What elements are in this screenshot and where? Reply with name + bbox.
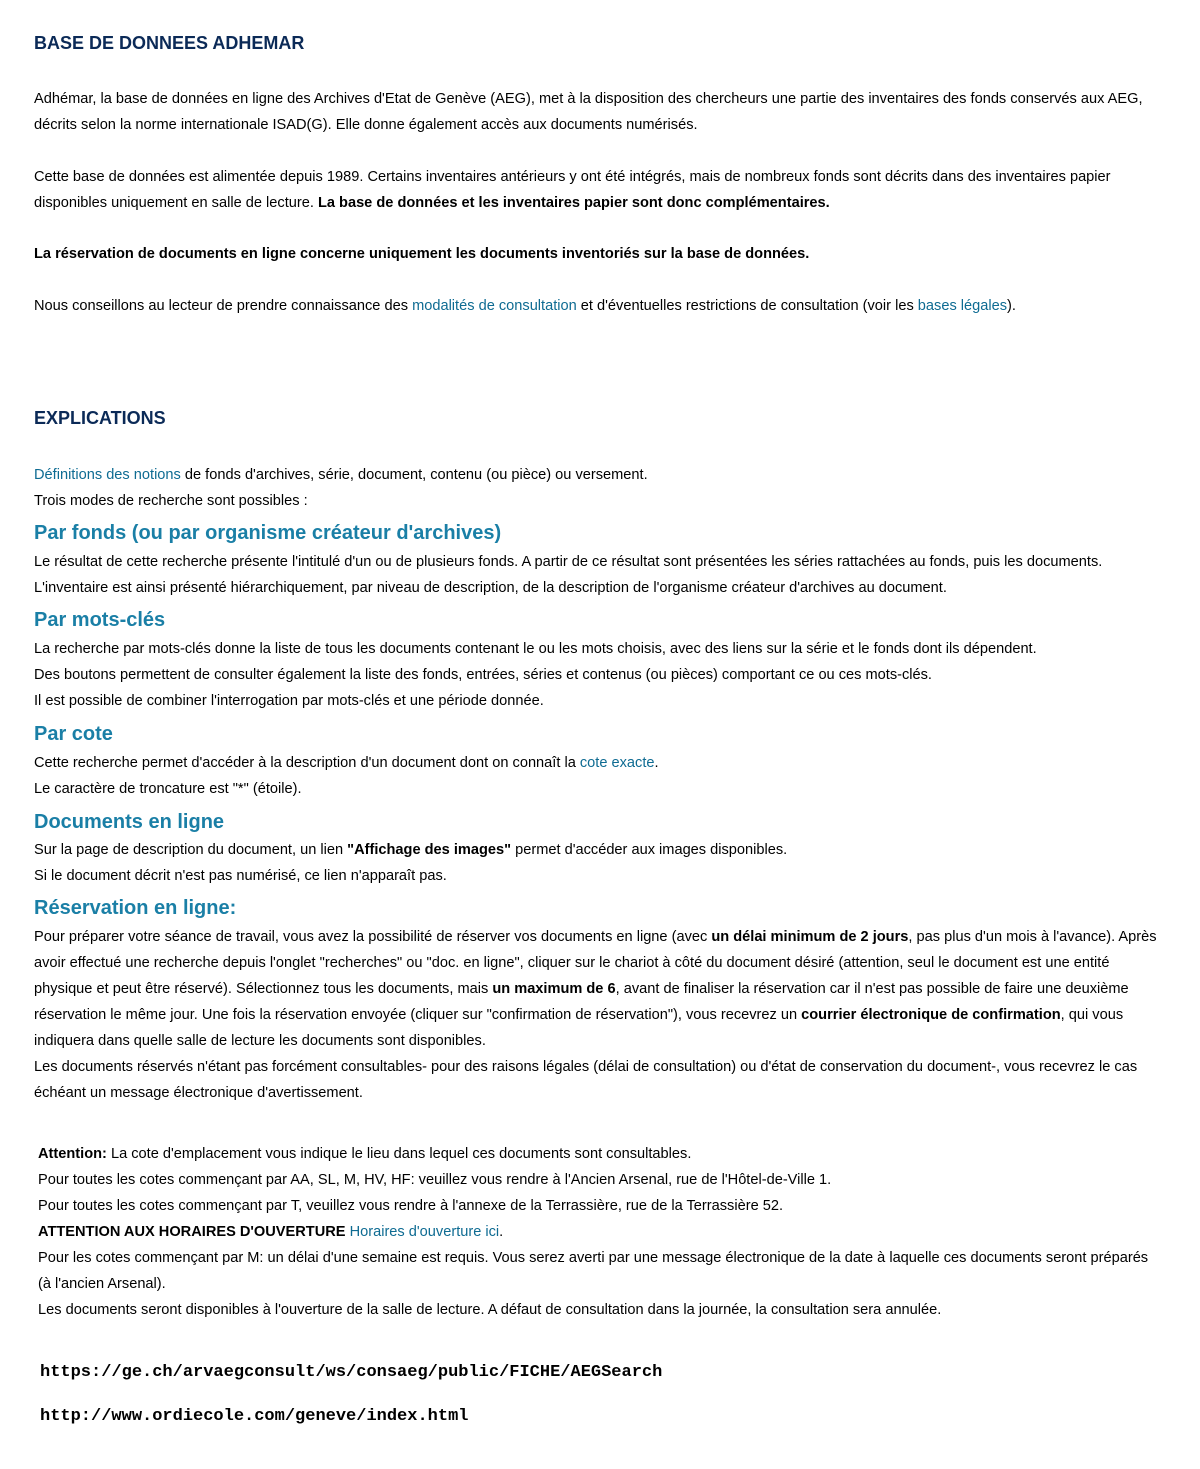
text: La cote d'emplacement vous indique le lieu dans lequel ces documents sont consultables. [106,1146,692,1162]
section-title-adhemar: BASE DE DONNEES ADHEMAR [34,33,305,53]
url-aeg-search: https://ge.ch/arvaegconsult/ws/consaeg/public/FICHE/AEGSearch [40,1363,663,1382]
bold-text: "Affichage des images" [347,842,512,858]
text: Cette base de données est alimentée depuis 1989. Certains inventaires antérieurs y ont été intégrés, mais de nombreux fonds sont décrits dans des inventaires papier disponibles uniquement en salle de lecture. [34,169,1111,211]
paragraph-definitions [34,462,1166,488]
subheading-par-cote: Par cote [34,723,113,745]
link-horaires-ouverture[interactable]: Horaires d'ouverture ici [349,1224,500,1240]
text: de fonds d'archives, série, document, contenu (ou pièce) ou versement. [180,467,648,483]
attention-line-2: Pour toutes les cotes commençant par AA, SL, M, HV, HF: veuillez vous rendre à l'Ancien Arsenal, rue de l'Hôtel-de-Ville 1. [38,1172,832,1188]
bold-text: ATTENTION AUX HORAIRES D'OUVERTURE [38,1224,346,1240]
link-definitions-notions[interactable]: Définitions des notions [34,467,181,483]
text: ). [1007,298,1016,314]
text-cote-2: Le caractère de troncature est "*" (étoile). [34,781,302,797]
url-ordiecole: http://www.ordiecole.com/geneve/index.html [40,1407,469,1426]
bold-text: courrier électronique de confirmation [801,1007,1061,1023]
text-reservation [34,924,1166,1106]
text: Nous conseillons au lecteur de prendre connaissance des [34,298,413,314]
text: Sur la page de description du document, un lien [34,842,348,858]
text: permet d'accéder aux images disponibles. [511,842,788,858]
subheading-par-mots-cles: Par mots-clés [34,609,166,631]
text: , qui vous indiquera dans quelle salle de lecture les documents sont disponibles. [34,1007,1124,1049]
paragraph-intro: Adhémar, la base de données en ligne des Archives d'Etat de Genève (AEG), met à la disposition des chercheurs une partie des inventaires des fonds conservés aux AEG, décrits selon la norme internationale ISAD(G). Elle donne également accès aux documents numérisés. [34,91,1143,133]
text: , pas plus d'un mois à l'avance). Après avoir effectué une recherche depuis l'onglet "recherches" ou "doc. en ligne", cliquer sur le chariot à côté du document désiré (attention, seul le document est une entité physique et peut être réservé). Sélectionnez tous les documents, mais [34,929,1157,997]
text: Cette recherche permet d'accéder à la description d'un document dont on connaît la [34,755,580,771]
attention-note [38,1141,1162,1323]
subheading-documents-en-ligne: Documents en ligne [34,811,225,833]
subheading-par-fonds: Par fonds (ou par organisme créateur d'archives) [34,522,502,544]
link-modalites-consultation[interactable]: modalités de consultation [412,298,577,314]
text-docs-1 [34,837,1166,863]
attention-line-1 [38,1141,1162,1167]
text: Les documents réservés n'étant pas forcément consultables- pour des raisons légales (délai de consultation) ou d'état de conservation du document-, vous recevrez le cas échéant un message électronique d'avertissement. [34,1059,1138,1101]
text-cote-1 [34,750,1166,776]
text-fonds-1: Le résultat de cette recherche présente l'intitulé d'un ou de plusieurs fonds. A partir de ce résultat sont présentées les séries rattachées au fonds, puis les documents. [34,554,1103,570]
text: . [499,1224,504,1240]
text: et d'éventuelles restrictions de consultation (voir les [576,298,918,314]
bold-text: La réservation de documents en ligne concerne uniquement les documents inventoriés sur la base de données. [34,246,810,262]
section-title-explications: EXPLICATIONS [34,408,166,428]
text: . [654,755,659,771]
text-mots-3: Il est possible de combiner l'interrogation par mots-clés et une période donnée. [34,693,544,709]
link-cote-exacte[interactable]: cote exacte [579,755,655,771]
attention-line-3: Pour toutes les cotes commençant par T, veuillez vous rendre à l'annexe de la Terrassière, rue de la Terrassière 52. [38,1198,784,1214]
text: Pour préparer votre séance de travail, vous avez la possibilité de réserver vos documents en ligne (avec [34,929,712,945]
text-mots-1: La recherche par mots-clés donne la liste de tous les documents contenant le ou les mots choisis, avec des liens sur la série et le fonds dont ils dépendent. [34,641,1037,657]
paragraph-conseils [34,293,1166,319]
paragraph-reservation-note [34,241,1166,267]
bold-text: La base de données et les inventaires papier sont donc complémentaires. [317,195,830,211]
bold-text: un délai minimum de 2 jours [711,929,909,945]
paragraph-modes: Trois modes de recherche sont possibles : [34,493,308,509]
attention-line-5: Pour les cotes commençant par M: un délai d'une semaine est requis. Vous serez averti par une message électronique de la date à laquelle ces documents seront préparés (à l'ancien Arsenal). [38,1250,1149,1292]
paragraph-alimentation [34,164,1166,216]
text-mots-2: Des boutons permettent de consulter également la liste des fonds, entrées, séries et contenus (ou pièces) comportant ce ou ces mots-clés. [34,667,932,683]
attention-line-6: Les documents seront disponibles à l'ouverture de la salle de lecture. A défaut de consultation dans la journée, la consultation sera annulée. [38,1302,942,1318]
link-bases-legales[interactable]: bases légales [917,298,1008,314]
text-fonds-2: L'inventaire est ainsi présenté hiérarchiquement, par niveau de description, de la description de l'organisme créateur d'archives au document. [34,580,947,596]
text: , avant de finaliser la réservation car il n'est pas possible de faire une deuxième réservation le même jour. Une fois la réservation envoyée (cliquer sur "confirmation de réservation"), vous recevrez un [34,981,1129,1023]
bold-text: un maximum de 6 [492,981,616,997]
text-docs-2: Si le document décrit n'est pas numérisé, ce lien n'apparaît pas. [34,868,447,884]
attention-line-4 [38,1219,1162,1245]
subheading-reservation-en-ligne: Réservation en ligne: [34,897,237,919]
attention-label: Attention: [38,1146,107,1162]
